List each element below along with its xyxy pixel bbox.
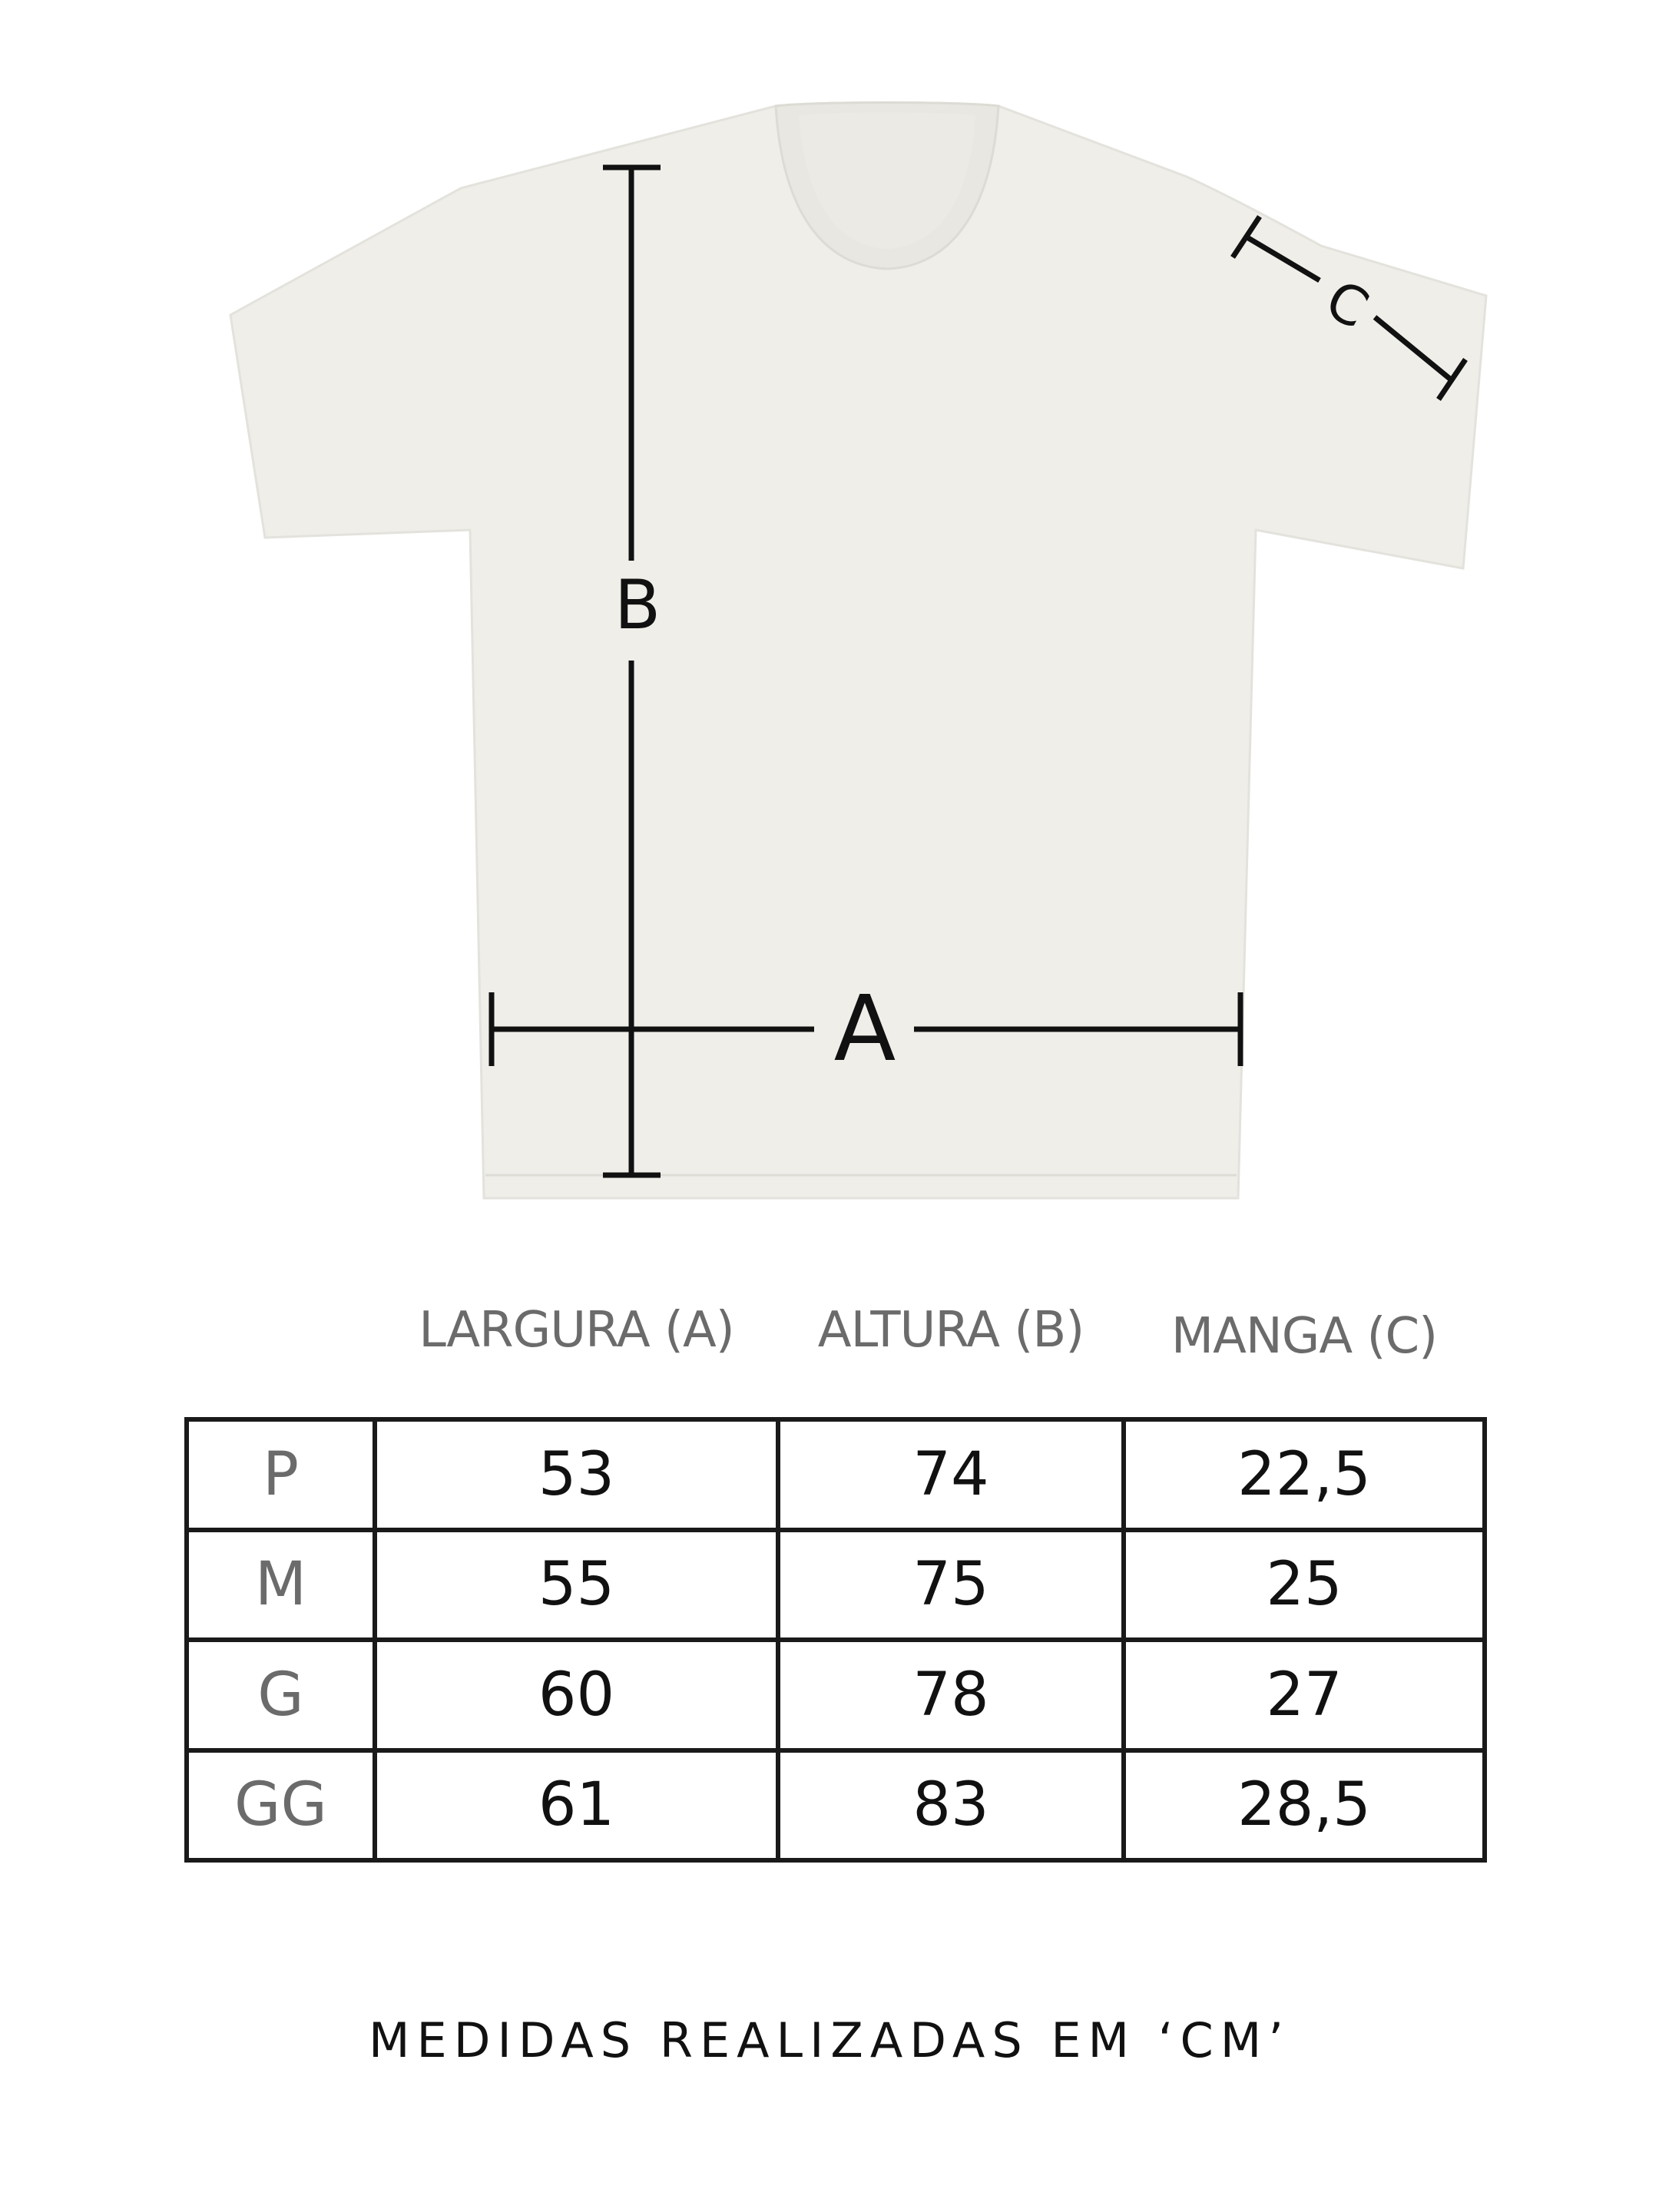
manga-value: 28,5 [1124,1750,1485,1861]
largura-value: 53 [375,1419,778,1530]
manga-value: 22,5 [1124,1419,1485,1530]
table-header-row [187,1417,1485,1419]
largura-value: 60 [375,1640,778,1750]
manga-value: 27 [1124,1640,1485,1750]
altura-value: 78 [778,1640,1124,1750]
altura-value: 75 [778,1530,1124,1641]
altura-value: 74 [778,1419,1124,1530]
size-table [184,1302,1487,1863]
table-row [187,1530,1485,1641]
manga-value: 25 [1124,1530,1485,1641]
largura-value: 55 [375,1530,778,1641]
measurement-unit-note: MEDIDAS REALIZADAS EM ‘CM’ [369,2012,1290,2068]
table-row [187,1640,1485,1750]
column-header-largura: LARGURA (A) [419,1302,734,1359]
size-label: M [187,1530,375,1641]
size-label: G [187,1640,375,1750]
column-header-manga: MANGA (C) [1171,1308,1438,1365]
measure-a-label: A [833,975,896,1081]
column-header-altura: ALTURA (B) [817,1302,1084,1359]
altura-value: 83 [778,1750,1124,1861]
measure-c-label: C [1316,267,1379,342]
size-label: GG [187,1750,375,1861]
largura-value: 61 [375,1750,778,1861]
table-row [187,1419,1485,1530]
size-label: P [187,1419,375,1530]
measure-b-label: B [614,565,661,644]
table-row [187,1750,1485,1861]
